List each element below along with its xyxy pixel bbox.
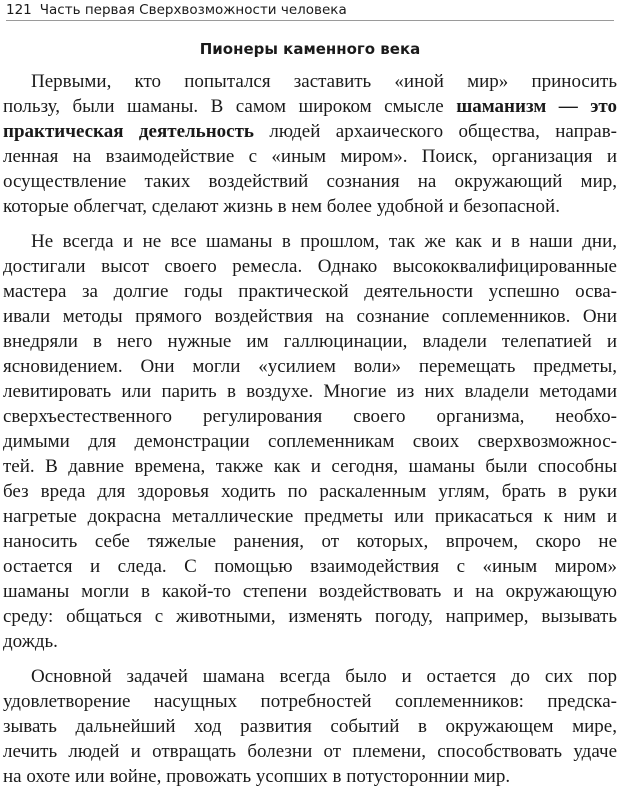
text-line: шаманы могли в какой-то степени воздействовать и на окружающую (3, 581, 617, 602)
text-line: тей. В давние времена, также как и сегодня, шаманы были способны (3, 456, 617, 477)
text-line: ясновидением. Они могли «усилием воли» перемещать предметы, (3, 356, 617, 377)
body-text (3, 69, 617, 789)
text-line: наносить себе тяжелые ранения, от которых, впрочем, скоро не (3, 531, 617, 552)
text-line: димыми для демонстрации соплеменникам своих сверхвозможнос- (3, 431, 617, 452)
text-line: на охоте или войне, провожать усопших в потустороннии мир. (3, 766, 511, 787)
text-line: Первыми, кто попытался заставить «иной мир» приносить (31, 71, 617, 92)
section-title: Пионеры каменного века (199, 40, 421, 58)
text-line: левитировать или парить в воздухе. Многие из них владели методами (3, 381, 617, 402)
text-line: нагретые докрасна металлические предметы или прикасаться к ним и (3, 506, 617, 527)
text-line (3, 119, 617, 144)
paragraph-2 (3, 229, 617, 654)
text-line: внедряли в него нужные им галлюцинации, владели телепатией и (3, 331, 617, 352)
text-line (3, 94, 617, 119)
text-line: лечить людей и отвращать болезни от племени, способствовать удаче (3, 741, 617, 762)
bold-term: практическая деятельность (3, 121, 254, 142)
text-line: без вреда для здоровья ходить по раскаленным углям, брать в руки (3, 481, 617, 502)
text-line: Основной задачей шамана всегда было и остается до сих пор (31, 666, 617, 687)
text-line: зывать дальнейший ход развития событий в окружающем мире, (3, 716, 617, 737)
text-span: людей архаического общества, направ- (253, 121, 617, 142)
text-line: дождь. (3, 631, 58, 652)
running-header (6, 1, 614, 21)
text-line: ленная на взаимодействие с «иным миром». Поиск, организация и (3, 146, 617, 167)
text-line: удовлетворение насущных потребностей соплеменников: предска- (3, 691, 617, 712)
text-line: среду: общаться с животными, изменять погоду, например, вызывать (3, 606, 617, 627)
text-line: сверхъестественного регулирования своего организма, необхо- (3, 406, 617, 427)
text-line: которые облегчат, сделают жизнь в нем более удобной и безопасной. (3, 196, 560, 217)
paragraph-3 (3, 664, 617, 789)
bold-term: шаманизм — это (456, 96, 617, 117)
text-span: пользу, были шаманы. В самом широком смысле (3, 96, 457, 117)
page-number: 121 (6, 2, 32, 18)
text-line: остается и следа. С помощью взаимодействия с «иным миром» (3, 556, 617, 577)
text-line: мастера за долгие годы практической деятельности успешно осва- (3, 281, 617, 302)
running-title: Часть первая Сверхвозможности человека (39, 2, 347, 18)
text-line: ивали методы прямого воздействия на сознание соплеменников. Они (3, 306, 617, 327)
text-line: осуществление таких воздействий сознания на окружающий мир, (3, 171, 617, 192)
paragraph-1 (3, 69, 617, 219)
text-line: Не всегда и не все шаманы в прошлом, так же как и в наши дни, (31, 231, 617, 252)
text-line: достигали высот своего ремесла. Однако высококвалифицированные (3, 256, 617, 277)
